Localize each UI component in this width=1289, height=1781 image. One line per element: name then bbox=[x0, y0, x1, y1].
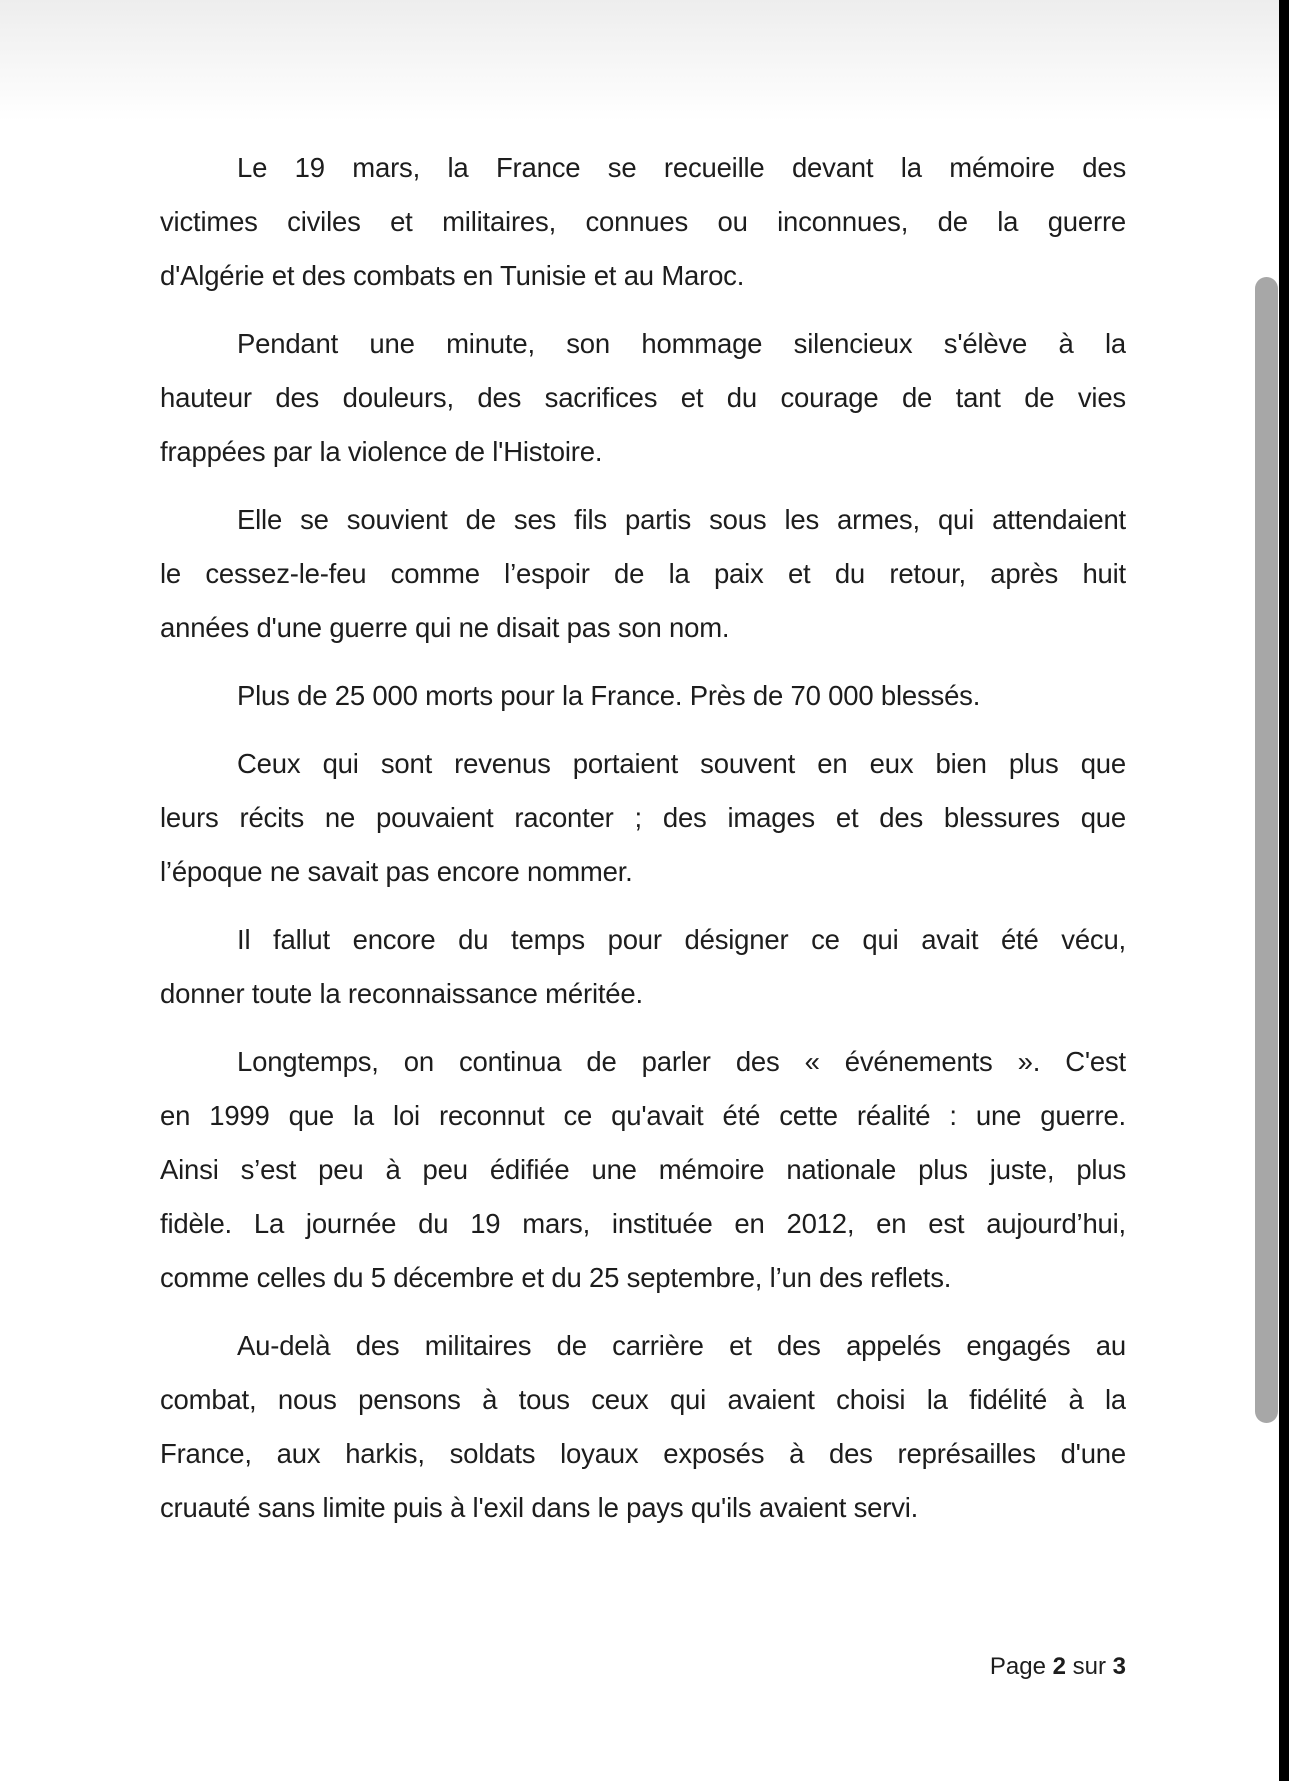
page-number-total: 3 bbox=[1112, 1653, 1126, 1680]
text-line: victimes civiles et militaires, connues ou inconnues, de la guerre bbox=[160, 206, 1126, 237]
screen-edge-strip bbox=[1279, 0, 1289, 1781]
paragraph bbox=[160, 669, 1126, 723]
text-line: Pendant une minute, son hommage silencieux s'élève à la bbox=[237, 328, 1126, 359]
paragraph bbox=[160, 737, 1126, 899]
text-line: en 1999 que la loi reconnut ce qu'avait été cette réalité : une guerre. bbox=[160, 1100, 1126, 1131]
text-line: frappées par la violence de l'Histoire. bbox=[160, 436, 603, 467]
paragraph bbox=[160, 1319, 1126, 1535]
text-line: d'Algérie et des combats en Tunisie et au Maroc. bbox=[160, 260, 745, 291]
text-line: Au-delà des militaires de carrière et des appelés engagés au bbox=[237, 1330, 1126, 1361]
page-footer bbox=[160, 1652, 1126, 1682]
text-line: fidèle. La journée du 19 mars, instituée en 2012, en est aujourd’hui, bbox=[160, 1208, 1126, 1239]
page-separator: sur bbox=[1072, 1653, 1106, 1680]
text-line: leurs récits ne pouvaient raconter ; des images et des blessures que bbox=[160, 802, 1126, 833]
text-line: Ceux qui sont revenus portaient souvent en eux bien plus que bbox=[237, 748, 1126, 779]
text-line: cruauté sans limite puis à l'exil dans le pays qu'ils avaient servi. bbox=[160, 1492, 919, 1523]
paragraph bbox=[160, 317, 1126, 479]
text-line: Plus de 25 000 morts pour la France. Près de 70 000 blessés. bbox=[237, 680, 981, 711]
scrollbar-thumb[interactable] bbox=[1255, 277, 1278, 1423]
text-line: l’époque ne savait pas encore nommer. bbox=[160, 856, 633, 887]
text-line: Elle se souvient de ses fils partis sous les armes, qui attendaient bbox=[237, 504, 1126, 535]
scrollbar-track[interactable] bbox=[1255, 0, 1279, 1781]
text-line: Il fallut encore du temps pour désigner ce qui avait été vécu, bbox=[237, 924, 1126, 955]
text-line: Ainsi s’est peu à peu édifiée une mémoire nationale plus juste, plus bbox=[160, 1154, 1126, 1185]
paragraph bbox=[160, 913, 1126, 1021]
text-line: France, aux harkis, soldats loyaux exposés à des représailles d'une bbox=[160, 1438, 1126, 1469]
page-top-shadow bbox=[0, 0, 1289, 132]
paragraph bbox=[160, 141, 1126, 303]
paragraph bbox=[160, 493, 1126, 655]
text-line: donner toute la reconnaissance méritée. bbox=[160, 978, 643, 1009]
text-line: Le 19 mars, la France se recueille devant la mémoire des bbox=[237, 152, 1126, 183]
page-label: Page bbox=[989, 1653, 1046, 1680]
document-content bbox=[160, 141, 1126, 1549]
page-number-current: 2 bbox=[1052, 1653, 1066, 1680]
text-line: Longtemps, on continua de parler des « événements ». C'est bbox=[237, 1046, 1126, 1077]
text-line: combat, nous pensons à tous ceux qui avaient choisi la fidélité à la bbox=[160, 1384, 1126, 1415]
text-line: hauteur des douleurs, des sacrifices et du courage de tant de vies bbox=[160, 382, 1126, 413]
paragraph bbox=[160, 1035, 1126, 1305]
text-line: le cessez-le-feu comme l’espoir de la paix et du retour, après huit bbox=[160, 558, 1126, 589]
text-line: années d'une guerre qui ne disait pas son nom. bbox=[160, 612, 730, 643]
text-line: comme celles du 5 décembre et du 25 septembre, l’un des reflets. bbox=[160, 1262, 952, 1293]
